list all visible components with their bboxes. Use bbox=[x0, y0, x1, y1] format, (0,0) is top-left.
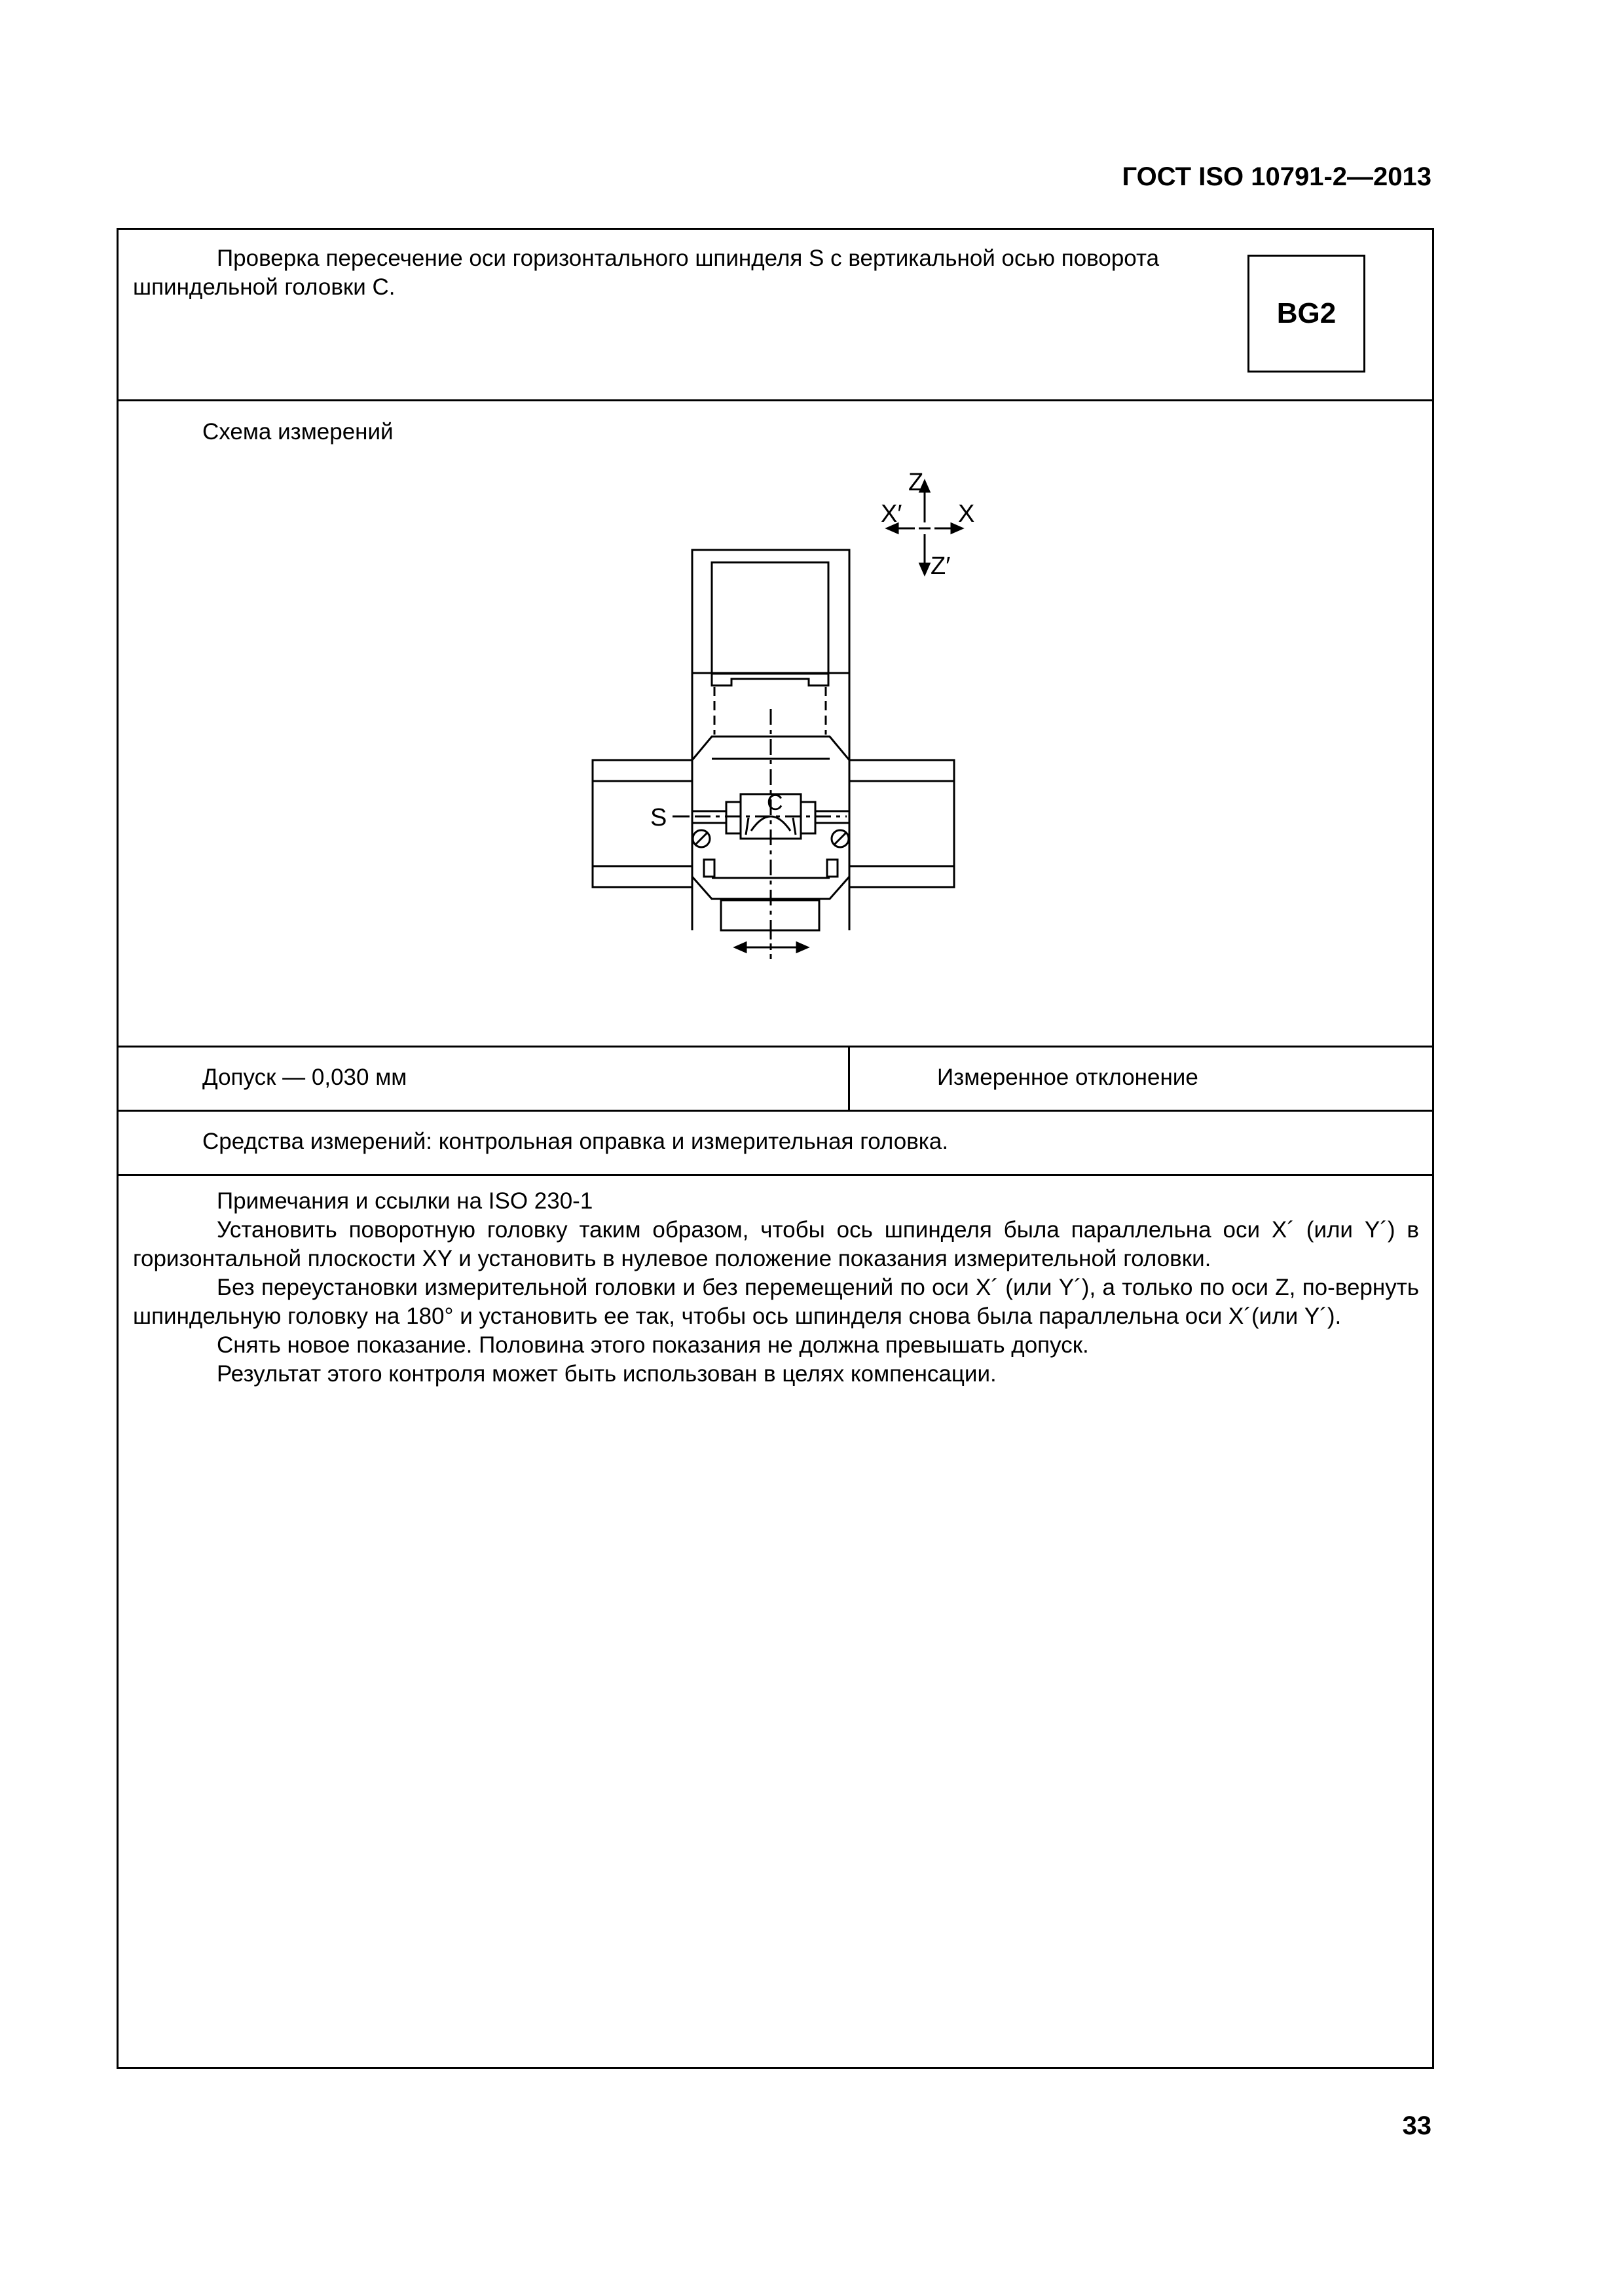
instruments-text: Средства измерений: контрольная оправка и измерительная головка. bbox=[202, 1129, 949, 1154]
axes-cross bbox=[887, 481, 962, 574]
test-sheet-table bbox=[117, 228, 1434, 2069]
tolerance-row bbox=[119, 1048, 1432, 1112]
note-paragraph: Установить поворотную головку таким образом, чтобы ось шпинделя была параллельна оси X´ (или Y´) в горизонтальной плоскости XY и установить в нулевое положение показания измерительной головки. bbox=[133, 1217, 1419, 1271]
movement-arrow bbox=[735, 933, 807, 959]
title-row bbox=[119, 230, 1432, 401]
axis-label-x-prime: X′ bbox=[881, 500, 902, 528]
diagram-caption: Схема измерений bbox=[202, 419, 394, 445]
measurement-diagram bbox=[119, 401, 1432, 1046]
axis-label-z-prime: Z′ bbox=[931, 553, 951, 580]
tolerance-label: Допуск — 0,030 мм bbox=[202, 1065, 407, 1090]
diagram-row bbox=[119, 401, 1432, 1048]
page-number: 33 bbox=[1402, 2111, 1431, 2140]
instruments-row bbox=[119, 1112, 1432, 1176]
test-code-box: BG2 bbox=[1247, 255, 1365, 373]
label-head-c: C bbox=[767, 790, 783, 815]
notes-title: Примечания и ссылки на ISO 230-1 bbox=[217, 1188, 593, 1214]
note-paragraph: Снять новое показание. Половина этого показания не должна превышать допуск. bbox=[217, 1332, 1089, 1358]
notes-section bbox=[133, 1187, 1419, 1389]
label-spindle-s: S bbox=[650, 804, 667, 831]
note-paragraph: Результат этого контроля может быть использован в целях компенсации. bbox=[217, 1361, 997, 1387]
standard-header: ГОСТ ISO 10791-2—2013 bbox=[1122, 162, 1431, 191]
cross-rail bbox=[593, 760, 954, 887]
tolerance-divider bbox=[848, 1048, 850, 1110]
axis-label-x: X bbox=[958, 500, 975, 528]
axis-label-z: Z bbox=[908, 469, 924, 496]
spindle-head bbox=[692, 709, 849, 938]
measured-deviation-label: Измеренное отклонение bbox=[937, 1065, 1198, 1090]
test-title: Проверка пересечение оси горизонтального шпинделя S с вертикальной осью поворота шпиндельной головки C. bbox=[133, 246, 1160, 300]
note-paragraph: Без переустановки измерительной головки и без перемещений по оси X´ (или Y´), а только по оси Z, по-вернуть шпиндельную головку на 180° и установить ее так, чтобы ось шпинделя снова была параллельна оси X´(или Y´). bbox=[133, 1275, 1419, 1329]
